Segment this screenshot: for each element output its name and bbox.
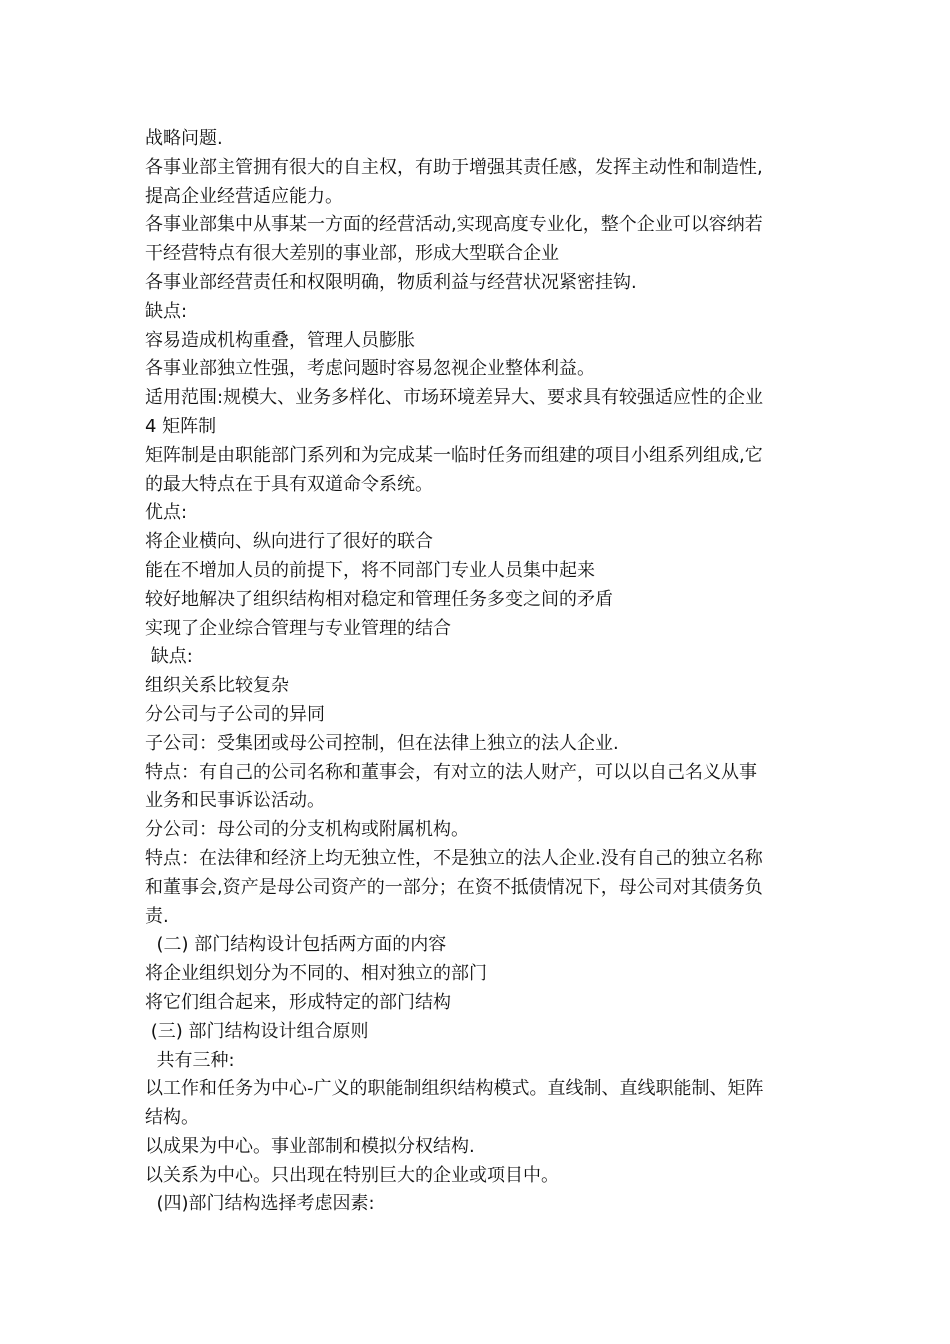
text-line: 战略问题.: [145, 128, 223, 149]
text-line: 责.: [145, 905, 169, 927]
text-line: 优点:: [145, 502, 188, 524]
text-line: 和董事会,资产是母公司资产的一部分；在资不抵债情况下，母公司对其债务负: [145, 876, 763, 898]
text-line: 各事业部集中从事某一方面的经营活动,实现高度专业化，整个企业可以容纳若: [145, 214, 763, 236]
section-heading: (四)部门结构选择考虑因素:: [145, 1193, 375, 1215]
text-line: 分公司与子公司的异同: [145, 703, 325, 725]
text-line: 的最大特点在于具有双道命令系统。: [145, 473, 433, 495]
text-line: 缺点:: [145, 300, 188, 322]
text-line: 容易造成机构重叠，管理人员膨胀: [145, 329, 415, 351]
text-line: 能在不增加人员的前提下，将不同部门专业人员集中起来: [145, 559, 595, 581]
text-line: 以工作和任务为中心-广义的职能制组织结构模式。直线制、直线职能制、矩阵: [145, 1078, 764, 1100]
text-line: 将企业横向、纵向进行了很好的联合: [145, 531, 433, 553]
text-line: 结构。: [145, 1107, 199, 1129]
text-line: 业务和民事诉讼活动。: [145, 790, 325, 812]
document-body: [145, 125, 810, 1219]
text-line: 以关系为中心。只出现在特别巨大的企业或项目中。: [145, 1164, 559, 1186]
section-heading: (三) 部门结构设计组合原则: [145, 1020, 369, 1042]
text-line: 各事业部经营责任和权限明确，物质利益与经营状况紧密挂钩.: [145, 271, 637, 293]
text-line: 较好地解决了组织结构相对稳定和管理任务多变之间的矛盾: [145, 588, 613, 610]
text-line: 实现了企业综合管理与专业管理的结合: [145, 617, 451, 639]
text-line: 子公司：受集团或母公司控制，但在法律上独立的法人企业.: [145, 732, 619, 754]
section-heading: 4 矩阵制: [145, 415, 217, 437]
text-line: 分公司：母公司的分支机构或附属机构。: [145, 819, 469, 841]
text-line: 适用范围:规模大、业务多样化、市场环境差异大、要求具有较强适应性的企业: [145, 387, 764, 409]
text-line: 矩阵制是由职能部门系列和为完成某一临时任务而组建的项目小组系列组成,它: [145, 444, 763, 466]
text-line: 共有三种:: [145, 1049, 235, 1071]
text-line: 以成果为中心。事业部制和模拟分权结构.: [145, 1135, 475, 1157]
text-line: 提高企业经营适应能力。: [145, 185, 343, 207]
text-line: 缺点:: [145, 646, 193, 668]
text-line: 将它们组合起来，形成特定的部门结构: [145, 991, 451, 1013]
text-line: 将企业组织划分为不同的、相对独立的部门: [145, 963, 487, 985]
text-line: 各事业部独立性强，考虑问题时容易忽视企业整体利益。: [145, 358, 595, 380]
text-line: 特点：在法律和经济上均无独立性，不是独立的法人企业.没有自己的独立名称: [145, 847, 763, 869]
text-line: 干经营特点有很大差别的事业部，形成大型联合企业: [145, 243, 559, 265]
section-heading: (二) 部门结构设计包括两方面的内容: [145, 934, 447, 956]
text-line: 特点：有自己的公司名称和董事会，有对立的法人财产，可以以自己名义从事: [145, 761, 757, 783]
text-line: 组织关系比较复杂: [145, 675, 289, 697]
text-line: 各事业部主管拥有很大的自主权，有助于增强其责任感，发挥主动性和制造性,: [145, 156, 763, 178]
